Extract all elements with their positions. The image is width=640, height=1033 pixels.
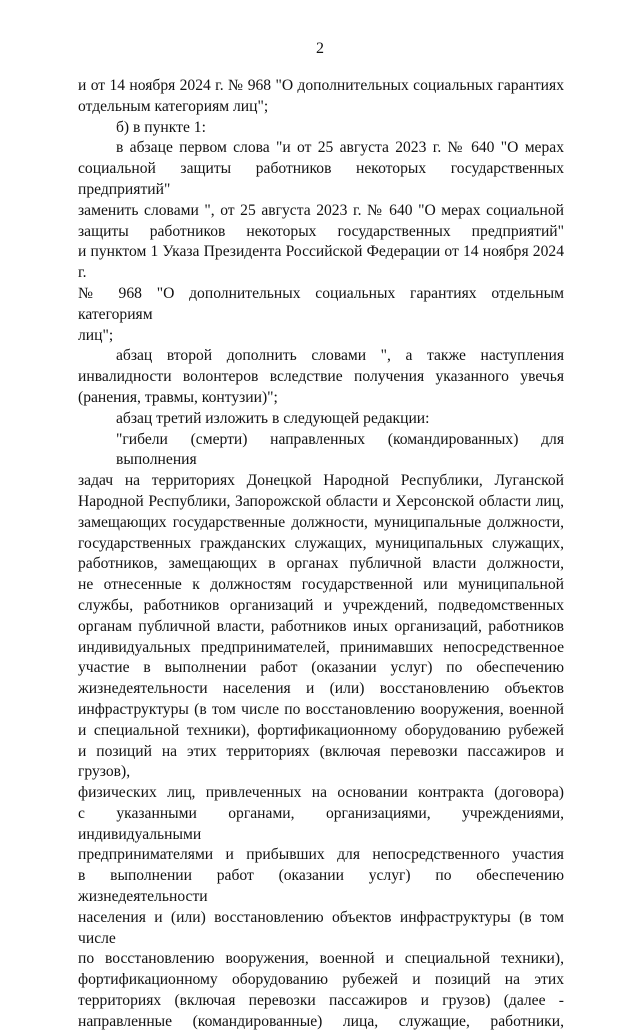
text-line: работников, замещающих в органах публичной власти должности, — [78, 555, 564, 573]
text-line: инфраструктуры (в том числе по восстановлению вооружения, военной — [78, 700, 564, 718]
text-line: и пунктом 1 Указа Президента Российской Федерации от 14 ноября 2024 г. — [78, 243, 564, 282]
text-line: фортификационному оборудованию рубежей и позиций на этих — [78, 971, 564, 989]
text-line: Народной Республики, Запорожской области и Херсонской области лиц, — [78, 492, 564, 510]
page-number: 2 — [316, 40, 324, 57]
text-line: участие в выполнении работ (оказании услуг) по обеспечению — [78, 659, 564, 677]
text-line: в абзаце первом слова "и от 25 августа 2023 г. № 640 "О мерах — [116, 139, 564, 157]
text-line: направленные (командированные) лица, служащие, работники, — [78, 1012, 564, 1030]
text-line: физических лиц, привлеченных на основании контракта (договора) — [78, 784, 564, 802]
text-line: с указанными органами, организациями, учреждениями, индивидуальными — [78, 804, 564, 843]
text-line: населения и (или) восстановлению объектов инфраструктуры (в том числе — [78, 908, 564, 947]
text-line: абзац второй дополнить словами ", а также наступления — [116, 347, 564, 365]
text-line: органам публичной власти, работников иных организаций, работников — [78, 617, 564, 635]
text-line: отдельным категориям лиц"; — [78, 97, 269, 115]
text-line: и позиций на этих территориях (включая перевозки пассажиров и грузов), — [78, 742, 564, 781]
text-line: жизнедеятельности населения и (или) восстановлению объектов — [78, 680, 564, 698]
text-line: замещающих государственные должности, муниципальные должности, — [78, 513, 564, 531]
text-line: "гибели (смерти) направленных (командированных) для выполнения — [116, 430, 564, 469]
text-line: службы, работников организаций и учреждений, подведомственных — [78, 596, 564, 614]
text-line: и специальной техники), фортификационному оборудованию рубежей — [78, 721, 564, 739]
text-line: защиты работников некоторых государственных предприятий" — [78, 222, 564, 240]
text-line: индивидуальных предпринимателей, принимавших непосредственное — [78, 638, 564, 656]
text-line: социальной защиты работников некоторых государственных предприятий" — [78, 160, 564, 198]
text-line: б) в пункте 1: — [116, 118, 206, 136]
text-line: № 968 "О дополнительных социальных гарантиях отдельным категориям — [78, 284, 564, 323]
text-line: по восстановлению вооружения, военной и специальной техники), — [78, 950, 564, 968]
text-line: в выполнении работ (оказании услуг) по обеспечению жизнедеятельности — [78, 867, 564, 906]
text-line: абзац третий изложить в следующей редакции: — [116, 409, 430, 427]
text-line: лиц"; — [78, 326, 114, 344]
text-line: (ранения, травмы, контузии)"; — [78, 388, 278, 406]
text-line: заменить словами ", от 25 августа 2023 г. № 640 "О мерах социальной — [78, 201, 564, 219]
document-body — [78, 76, 564, 1033]
text-line: предпринимателями и прибывших для непосредственного участия — [78, 846, 564, 864]
text-line: задач на территориях Донецкой Народной Республики, Луганской — [78, 472, 564, 490]
text-line: инвалидности волонтеров вследствие получения указанного увечья — [78, 368, 564, 386]
text-line: и от 14 ноября 2024 г. № 968 "О дополнительных социальных гарантиях — [78, 77, 564, 94]
text-line: территориях (включая перевозки пассажиров и грузов) (далее - — [78, 992, 564, 1010]
text-line: не отнесенные к должностям государственной или муниципальной — [78, 576, 564, 594]
text-line: государственных гражданских служащих, муниципальных служащих, — [78, 534, 564, 552]
